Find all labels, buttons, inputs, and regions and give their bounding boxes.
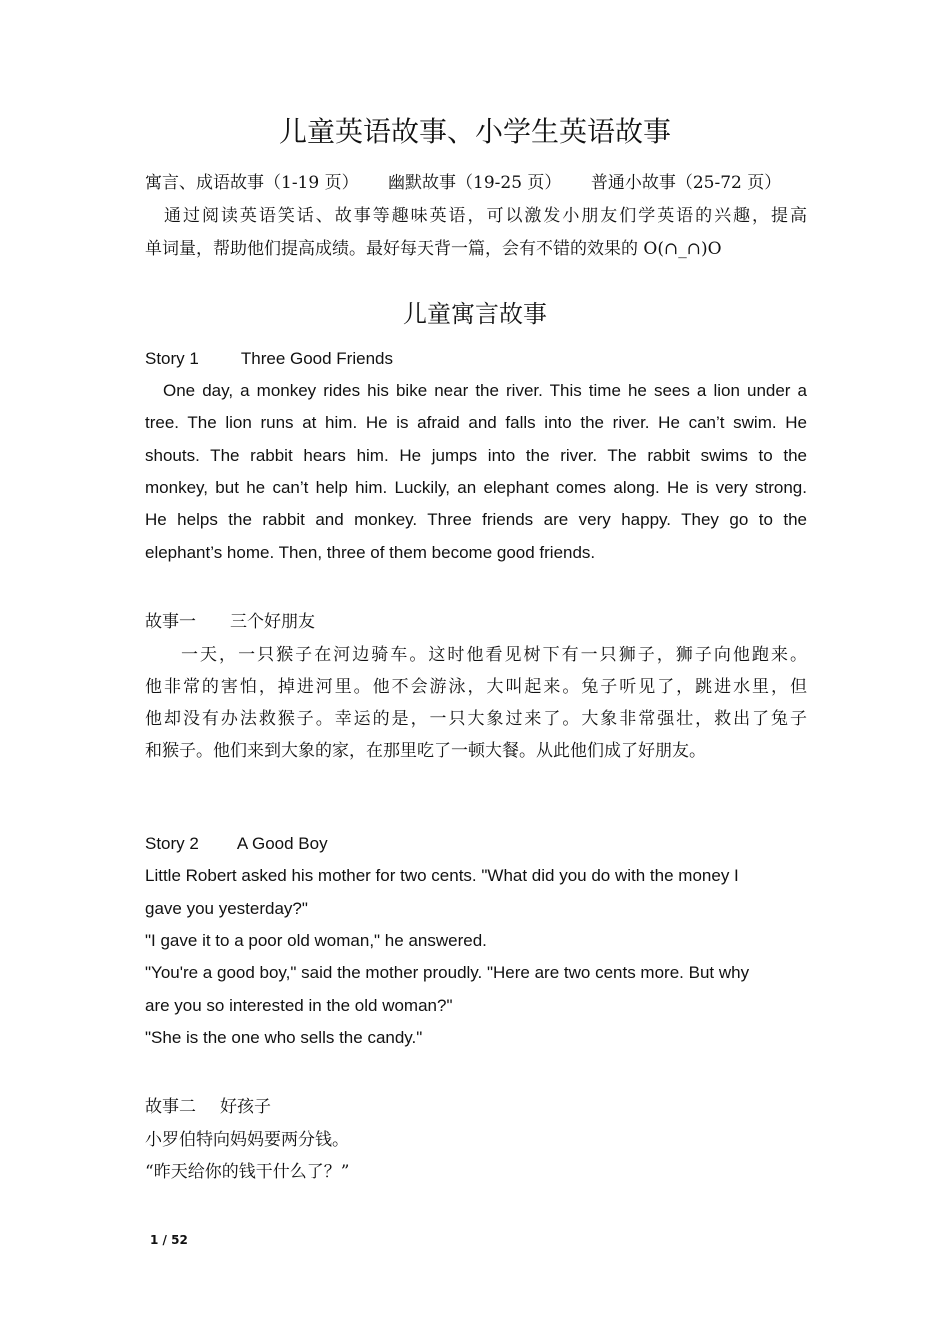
story-title: Three Good Friends (240, 349, 393, 368)
story-text-line-zh: 一天，一只猴子在河边骑车。这时他看见树下有一只狮子，狮子向他跑来。 (181, 645, 807, 665)
story-label-zh: 故事二 (145, 1097, 196, 1117)
story-text-line-zh: 和猴子。他们来到大象的家，在那里吃了一顿大餐。从此他们成了好朋友。 (145, 741, 706, 761)
document-title: 儿童英语故事、小学生英语故事 (278, 115, 671, 148)
intro-line: 单词量，帮助他们提高成绩。最好每天背一篇，会有不错的效果的 O(∩_∩)O (145, 239, 722, 259)
story-text-line-zh: 小罗伯特向妈妈要两分钱。 (145, 1130, 349, 1150)
story-text-line: "I gave it to a poor old woman," he answered. (145, 931, 487, 950)
story-label: Story 2 (145, 834, 199, 853)
story-title-zh: 三个好朋友 (230, 612, 315, 632)
story-title-zh: 好孩子 (220, 1097, 271, 1117)
story-text-line: "You're a good boy," said the mother proudly. "Here are two cents more. But why (145, 963, 750, 982)
story-text-line-zh: “昨天给你的钱干什么了？” (145, 1162, 350, 1182)
story-title: A Good Boy (236, 834, 328, 853)
story-text-line: tree. The lion runs at him. He is afraid and falls into the river. He can’t swim. He (145, 413, 807, 432)
story-text-line: "She is the one who sells the candy." (145, 1028, 423, 1047)
story-label: Story 1 (145, 349, 199, 368)
story-text-line-zh: 他却没有办法救猴子。幸运的是，一只大象过来了。大象非常强壮，救出了兔子 (145, 709, 807, 729)
story-heading (145, 834, 807, 854)
story-text-line: monkey, but he can’t help him. Luckily, an elephant comes along. He is very strong. (145, 478, 807, 497)
story-text-line: elephant’s home. Then, three of them become good friends. (145, 543, 596, 562)
story-text-line: are you so interested in the old woman?" (145, 996, 453, 1015)
story-heading-zh (145, 1092, 807, 1117)
story-heading-zh (145, 607, 807, 632)
story-label-zh: 故事一 (145, 612, 196, 632)
table-of-contents (145, 168, 807, 193)
intro-line: 通过阅读英语笑话、故事等趣味英语，可以激发小朋友们学英语的兴趣，提高 (164, 206, 807, 226)
story-text-line: Little Robert asked his mother for two cents. "What did you do with the money I (145, 866, 739, 885)
toc-fables: 寓言、成语故事（1-19 页） (145, 173, 359, 193)
page-number: 1 / 52 (150, 1233, 188, 1247)
story-text-line: gave you yesterday?" (145, 899, 308, 918)
section-title: 儿童寓言故事 (403, 300, 547, 328)
story-text-line: shouts. The rabbit hears him. He jumps into the river. The rabbit swims to the (145, 446, 807, 465)
story-text-line: He helps the rabbit and monkey. Three friends are very happy. They go to the (145, 510, 807, 529)
story-text-line-zh: 他非常的害怕，掉进河里。他不会游泳，大叫起来。兔子听见了，跳进水里，但 (145, 677, 807, 697)
toc-humor: 幽默故事（19-25 页） (388, 173, 562, 193)
story-text-line: One day, a monkey rides his bike near the river. This time he sees a lion under a (163, 381, 807, 400)
story-heading (145, 349, 807, 369)
toc-short-stories: 普通小故事（25-72 页） (590, 173, 782, 193)
